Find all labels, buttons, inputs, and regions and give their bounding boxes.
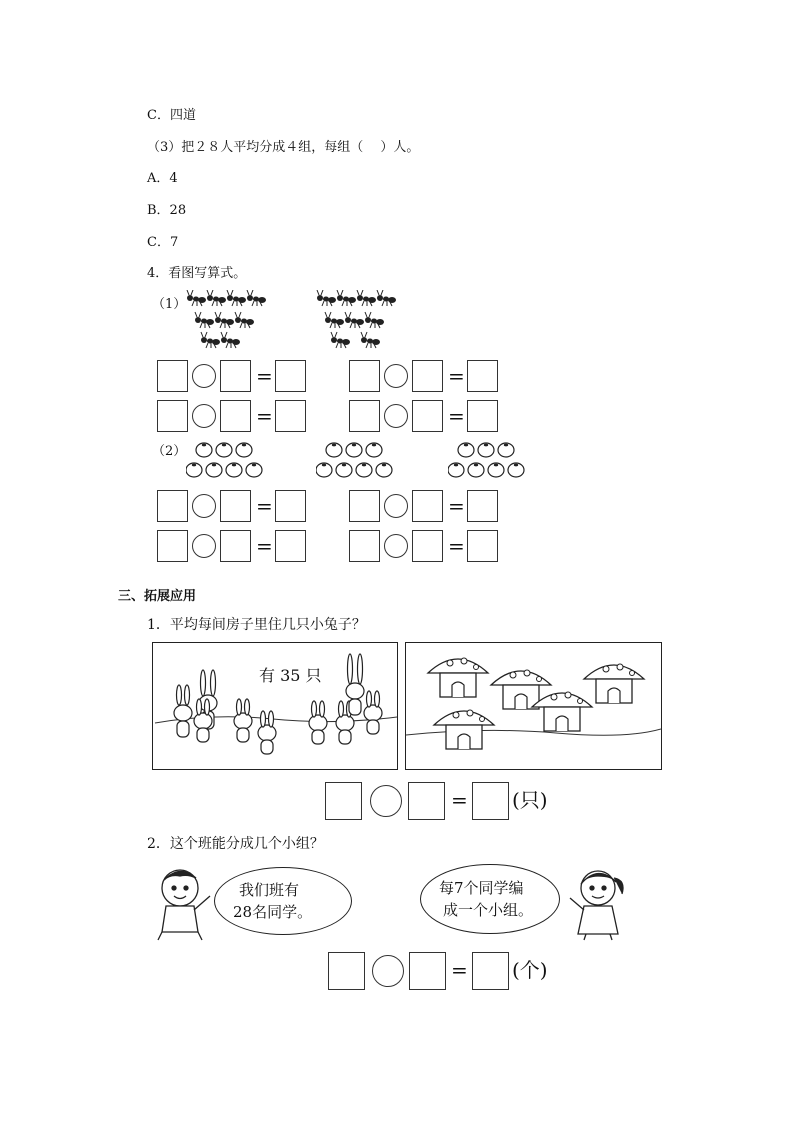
operator-circle[interactable] bbox=[192, 404, 216, 428]
equals-sign: = bbox=[256, 534, 273, 558]
answer-box[interactable] bbox=[472, 782, 509, 820]
answer-box[interactable] bbox=[325, 782, 362, 820]
mushroom-house-icon bbox=[406, 643, 661, 769]
operator-circle[interactable] bbox=[384, 364, 408, 388]
answer-box[interactable] bbox=[275, 530, 306, 562]
answer-box[interactable] bbox=[157, 530, 188, 562]
rabbits-caption: 有 35 只 bbox=[259, 666, 322, 685]
section-3-question-2: 2．这个班能分成几个小组？ bbox=[147, 836, 324, 852]
girl-line-2: 成一个小组。 bbox=[443, 901, 534, 919]
answer-box[interactable] bbox=[220, 490, 251, 522]
answer-box[interactable] bbox=[467, 530, 498, 562]
answer-box[interactable] bbox=[157, 360, 188, 392]
option-b: B．28 bbox=[147, 203, 187, 218]
answer-box[interactable] bbox=[220, 360, 251, 392]
answer-box[interactable] bbox=[328, 952, 365, 990]
operator-circle[interactable] bbox=[192, 494, 216, 518]
girl-line-1: 每7个同学编 bbox=[439, 879, 524, 897]
equals-sign: = bbox=[448, 404, 465, 428]
answer-box[interactable] bbox=[275, 490, 306, 522]
option-a: A．4 bbox=[147, 171, 178, 186]
answer-box[interactable] bbox=[412, 530, 443, 562]
section-3-title: 三、拓展应用 bbox=[118, 589, 197, 604]
girl-icon bbox=[564, 866, 628, 942]
equals-sign: = bbox=[256, 404, 273, 428]
unit-label: (个) bbox=[512, 958, 548, 982]
apple-icon bbox=[316, 442, 402, 482]
answer-box[interactable] bbox=[349, 360, 380, 392]
answer-box[interactable] bbox=[220, 400, 251, 432]
boy-speech-bubble bbox=[214, 867, 352, 935]
answer-box[interactable] bbox=[467, 400, 498, 432]
option-c-prev: C．四道 bbox=[147, 108, 196, 123]
equals-sign: = bbox=[451, 958, 468, 982]
answer-box[interactable] bbox=[412, 360, 443, 392]
equals-sign: = bbox=[448, 534, 465, 558]
unit-label: (只) bbox=[512, 788, 548, 812]
answer-box[interactable] bbox=[412, 490, 443, 522]
equals-sign: = bbox=[448, 364, 465, 388]
equals-sign: = bbox=[448, 494, 465, 518]
equals-sign: = bbox=[256, 494, 273, 518]
operator-circle[interactable] bbox=[192, 364, 216, 388]
part-2-label: （2） bbox=[152, 444, 187, 459]
equals-sign: = bbox=[256, 364, 273, 388]
answer-box[interactable] bbox=[349, 400, 380, 432]
operator-circle[interactable] bbox=[192, 534, 216, 558]
rabbits-picture bbox=[152, 642, 398, 770]
ant-icon bbox=[316, 290, 398, 352]
operator-circle[interactable] bbox=[384, 494, 408, 518]
operator-circle[interactable] bbox=[384, 534, 408, 558]
apple-icon bbox=[448, 442, 534, 482]
question-4-title: 4．看图写算式。 bbox=[147, 266, 247, 281]
option-c: C．7 bbox=[147, 235, 179, 250]
answer-box[interactable] bbox=[275, 400, 306, 432]
section-3-question-1: 1．平均每间房子里住几只小兔子？ bbox=[147, 617, 366, 633]
answer-box[interactable] bbox=[467, 360, 498, 392]
answer-box[interactable] bbox=[349, 490, 380, 522]
houses-picture bbox=[405, 642, 662, 770]
answer-box[interactable] bbox=[467, 490, 498, 522]
answer-box[interactable] bbox=[409, 952, 446, 990]
boy-line-1: 我们班有 bbox=[239, 881, 300, 899]
answer-box[interactable] bbox=[157, 400, 188, 432]
answer-box[interactable] bbox=[157, 490, 188, 522]
answer-box[interactable] bbox=[349, 530, 380, 562]
girl-speech-bubble bbox=[420, 864, 560, 934]
answer-box[interactable] bbox=[220, 530, 251, 562]
answer-box[interactable] bbox=[412, 400, 443, 432]
rabbit-icon bbox=[153, 643, 397, 769]
question-3-stem: （3）把２８人平均分成４组，每组（ ）人。 bbox=[147, 140, 420, 155]
equals-sign: = bbox=[451, 788, 468, 812]
apple-icon bbox=[186, 442, 272, 482]
boy-icon bbox=[152, 866, 214, 942]
part-1-label: （1） bbox=[152, 297, 187, 312]
answer-box[interactable] bbox=[408, 782, 445, 820]
boy-line-2: 28名同学。 bbox=[233, 903, 313, 921]
ant-icon bbox=[186, 290, 268, 352]
answer-box[interactable] bbox=[472, 952, 509, 990]
operator-circle[interactable] bbox=[370, 785, 402, 817]
operator-circle[interactable] bbox=[384, 404, 408, 428]
answer-box[interactable] bbox=[275, 360, 306, 392]
operator-circle[interactable] bbox=[372, 955, 404, 987]
